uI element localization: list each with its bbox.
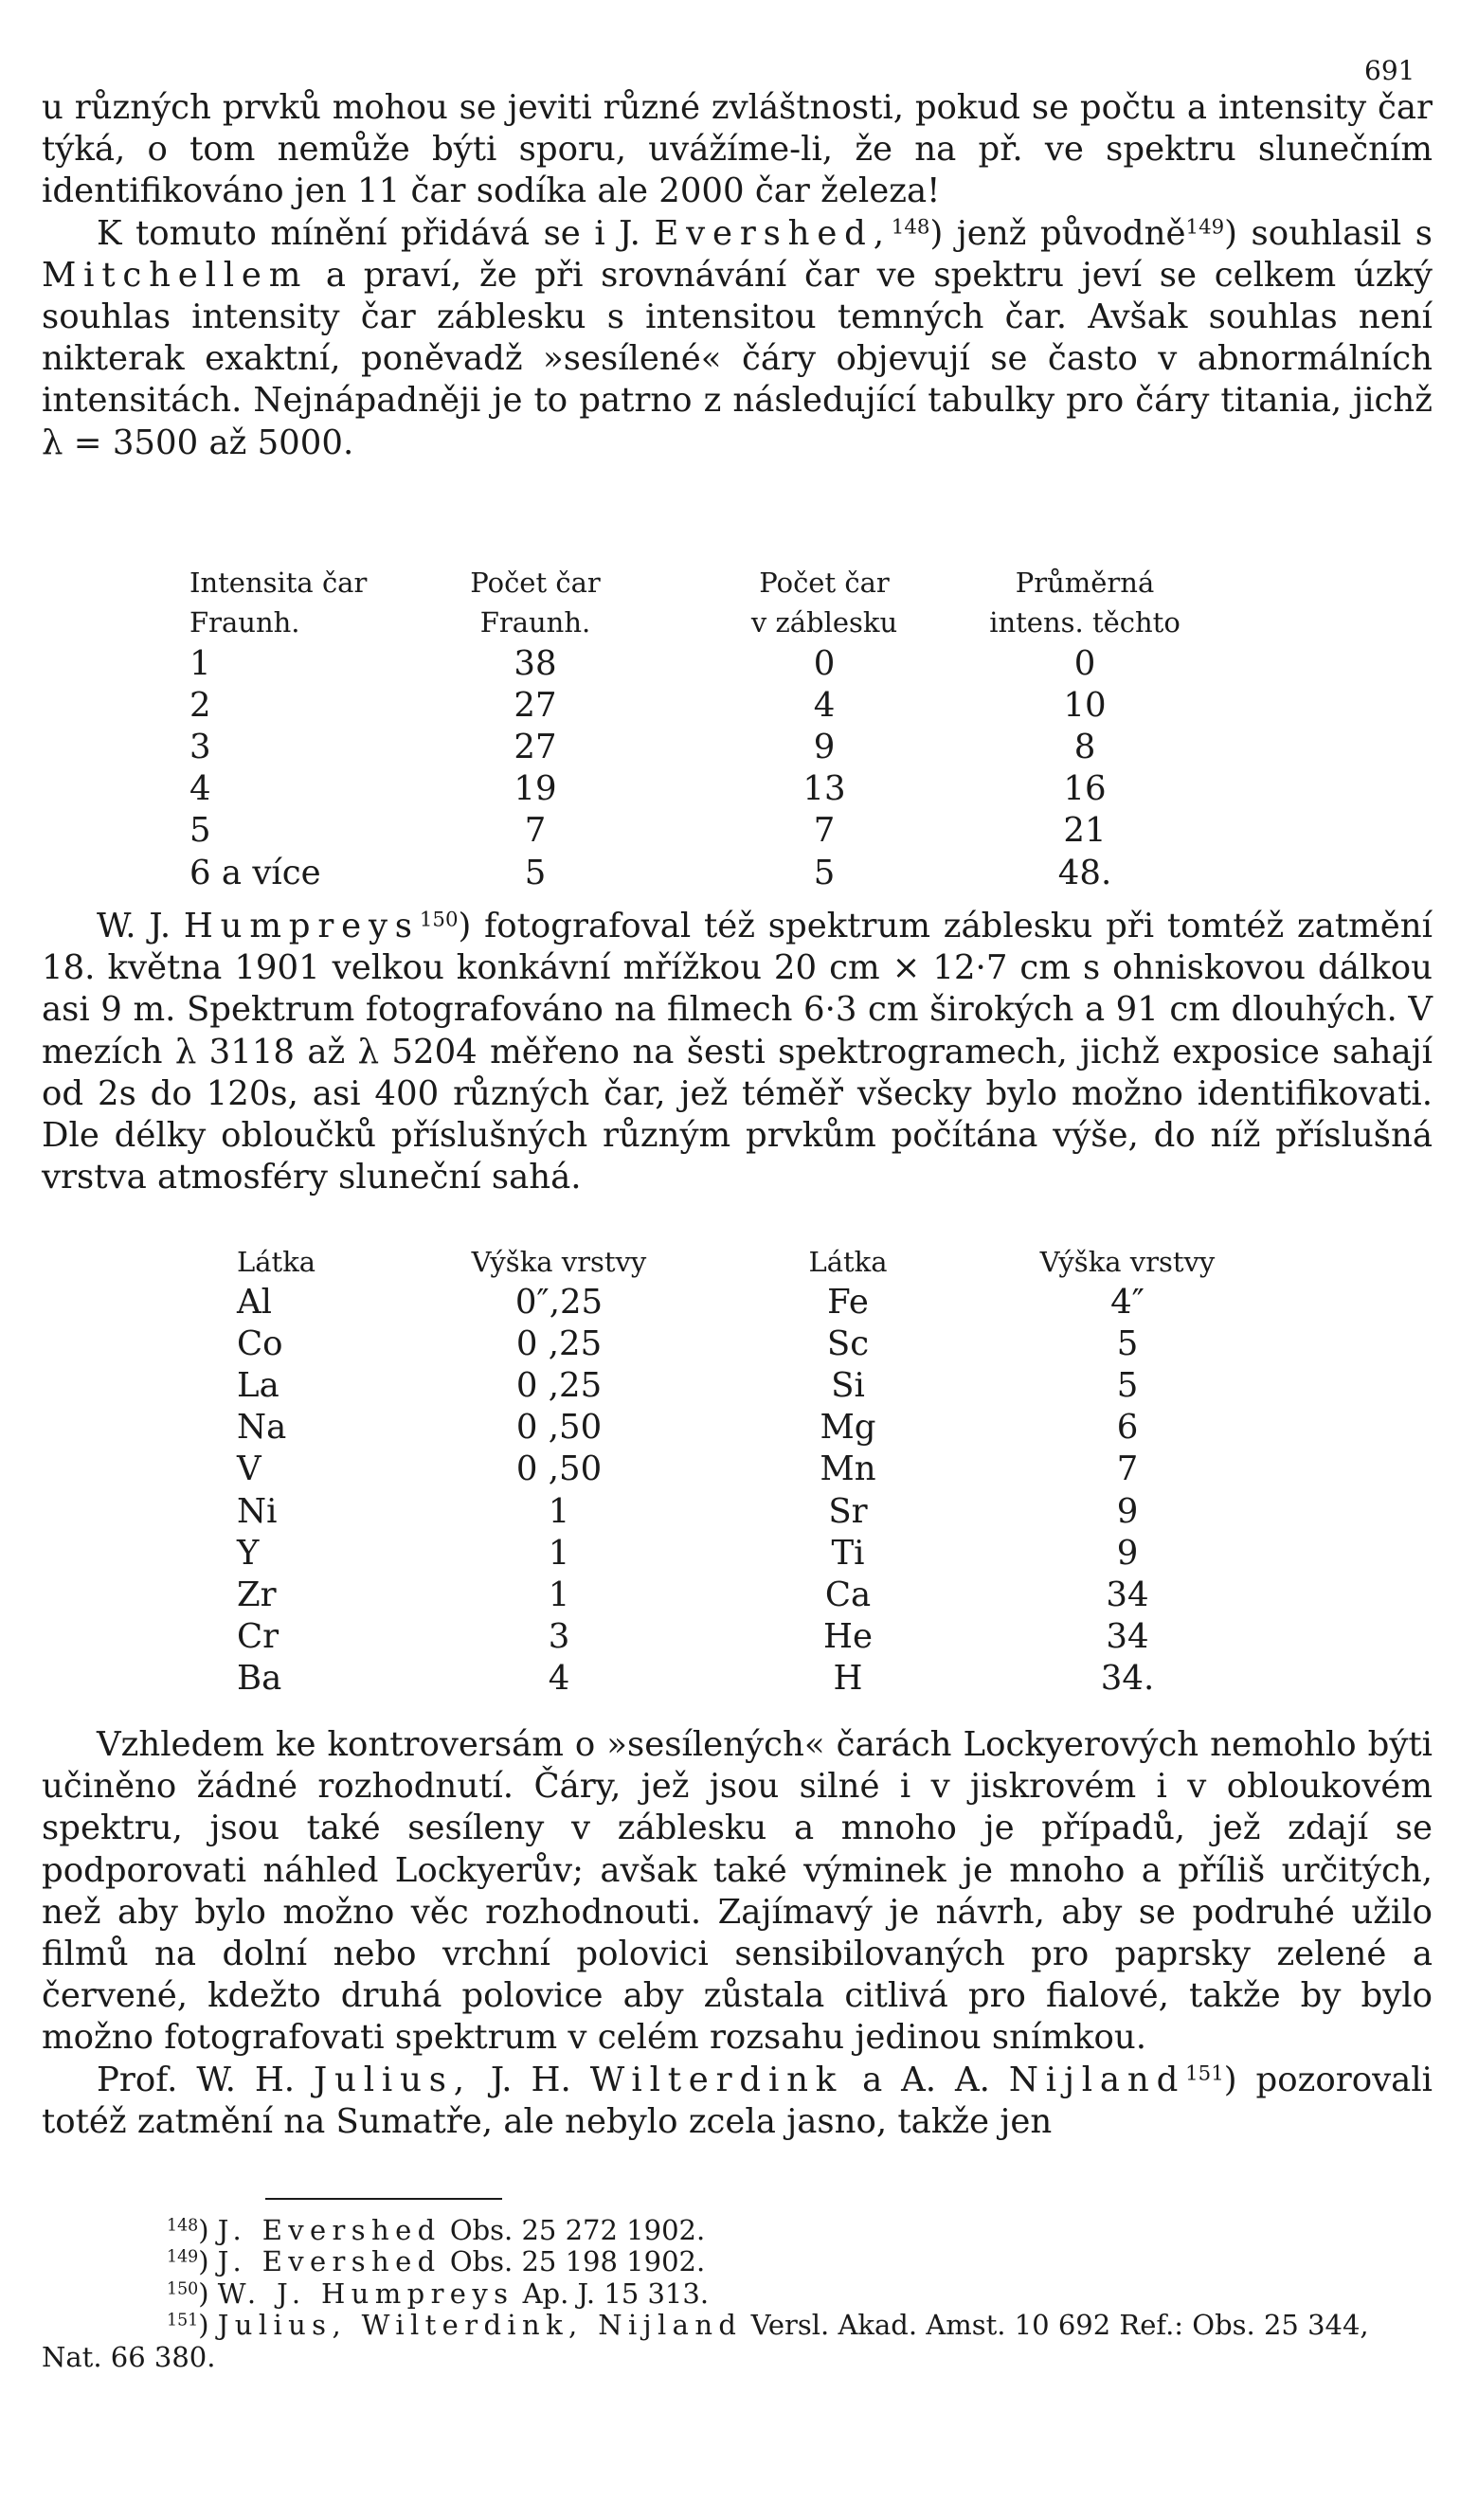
author-humpreys: Humpreys [183,907,420,945]
table-header-cell: Počet čar [470,567,601,599]
table-cell: 8 [1073,727,1096,766]
table-row [189,810,1203,852]
p5-text-c: a A. A. [862,2060,990,2099]
table-cell: 34 [1106,1575,1149,1614]
table-cell: Ca [824,1575,872,1614]
layer-heights-table [237,1243,1307,1700]
footnotes [42,2215,1433,2373]
author-nijland: Nijland [1008,2060,1186,2099]
table-cell: 0 [1073,643,1096,683]
table-cell: 27 [514,727,557,766]
footnote-number: 149 [167,2247,199,2267]
table-row [189,642,1203,684]
titanium-intensity-table [189,563,1203,893]
footnote-text: Obs. 25 272 1902. [449,2214,706,2246]
p2-text-a: K tomuto mínění přidává se i J. [97,213,640,253]
table-cell: 7 [1116,1449,1139,1489]
footnote-ref-149: 149 [1185,214,1225,239]
table-cell: 1 [548,1575,570,1614]
paragraph-5 [42,2060,1433,2143]
body-text-middle [42,906,1433,1198]
footnote-149: $^{149}$) J. Evershed Obs. 25 198 1902. [167,2245,706,2278]
footnote-author: J. Evershed [217,2245,442,2278]
table-cell: 48. [1057,853,1112,892]
table-cell: Mn [820,1449,876,1489]
footnote-150: $^{150}$) W. J. Humpreys Ap. J. 15 313. [167,2277,710,2310]
table-cell: 7 [524,811,547,851]
table-cell: 7 [813,811,836,851]
table-cell: Fe [827,1282,869,1322]
table-cell: 6 [1116,1408,1139,1448]
table-header-cell: intens. těchto [989,606,1181,639]
paragraph-2 [42,213,1433,464]
table-header-cell: Počet čar [759,567,890,599]
table-row [237,1449,1307,1490]
author-julius: Julius, [314,2060,472,2099]
table-cell: 0″,25 [514,1282,604,1322]
table-cell: 4″ [1110,1282,1145,1322]
table-cell: 3 [548,1617,570,1657]
table-row [237,1490,1307,1532]
table-cell: 5 [189,811,211,851]
table-cell: 9 [1116,1491,1139,1531]
table-row [237,1323,1307,1364]
table-cell: 4 [548,1659,570,1699]
author-wilterdink: Wilterdink [589,2060,844,2099]
table-cell: 19 [514,769,557,809]
p2-text-b: ) jenž původně [929,213,1186,253]
table-cell: 4 [189,769,211,809]
footnote-text: Versl. Akad. Amst. 10 692 Ref.: Obs. 25 344, Nat. 66 380. [42,2309,1369,2373]
table-cell: 5 [813,853,836,892]
table-header-cell: Průměrná [1015,567,1155,599]
paragraph-3 [42,906,1433,1198]
table-cell: 4 [813,685,836,725]
p3-text-a: W. J. [97,907,171,945]
footnote-number: 151 [167,2311,199,2331]
table-cell: 16 [1063,769,1107,809]
table-header-row [237,1243,1307,1281]
table-header-cell: Látka [237,1246,316,1278]
table-row [237,1281,1307,1323]
p5-text-b: J. H. [490,2060,571,2099]
footnote-author: Julius, Wilterdink, Nijland [217,2309,743,2342]
footnote-number: 150 [167,2279,199,2299]
table-row [189,684,1203,726]
table-row [237,1532,1307,1574]
table-cell: Al [237,1282,272,1322]
table-row [237,1574,1307,1615]
table-cell: 1 [189,643,211,683]
table-cell: Zr [237,1575,277,1614]
author-mitchell: Mitchellem [42,255,309,295]
table-row [189,852,1203,893]
table-cell: He [823,1617,873,1657]
table-cell: 5 [524,853,547,892]
paragraph-1: u různých prvků mohou se jeviti různé zvláštnosti, pokud se počtu a intensity čar týká, o tom nemůže býti sporu, uvážíme-li, že na př. ve spektru slunečním identifikováno jen 11 čar sodíka ale 2000 čar železa! [42,88,1433,211]
table-cell: 0 ,25 [515,1323,603,1363]
table-cell: 0 ,25 [515,1365,603,1405]
paragraph-4: Vzhledem ke kontroversám o »sesílených« čarách Lockyerových nemohlo býti učiněno žádné rozhodnutí. Čáry, jež jsou silné i v jiskrovém i v obloukovém spektru, jsou také sesíleny v záblesku a mnoho je případů, jež zdají se podporovati náhled Lockyerův; avšak také výminek je mnoho a příliš určitých, než aby bylo možno věc rozhodnouti. Zajímavý je návrh, aby se podruhé užilo filmů na dolní nebo vrchní polovici sensibilovaných pro paprsky zelené a červené, kdežto druhá polovice aby zůstala citlivá pro fialové, takže by bylo možno fotografovati spektrum v celém rozsahu jedinou snímkou. [42,1725,1433,2058]
table-row [189,726,1203,767]
table-cell: Mg [820,1408,876,1448]
author-evershed: Evershed, [654,213,892,253]
table-cell: 1 [548,1491,570,1531]
table-row [237,1658,1307,1700]
table-header-cell: v záblesku [750,606,898,639]
table-row [237,1407,1307,1449]
page-number: 691 [1364,55,1415,86]
table-cell: 27 [514,685,557,725]
table-row [189,768,1203,810]
table-cell: Cr [237,1617,279,1657]
footnote-ref-148: 148 [891,214,930,239]
table-header-cell: Výška vrstvy [471,1246,647,1278]
table-cell: V [237,1449,261,1489]
table-cell: 3 [189,727,211,766]
p2-text-d: a praví, že při srovnávání čar ve spektru jeví se celkem úzký souhlas intensity čar záblesku s intensitou temných čar. Avšak souhlas není nikterak exaktní, poněvadž »sesílené« čáry objevují se často v abnormálních intensitách. Nejnápadněji je to patrno z následující tabulky pro čáry titania, jichž λ = 3500 až 5000. [42,255,1433,462]
table-header-cell: Intensita čar [189,567,368,599]
table-cell: Sr [828,1491,868,1531]
table-cell: H [833,1659,863,1699]
footnote-text: Obs. 25 198 1902. [449,2245,706,2278]
table-cell: Y [237,1533,260,1573]
table-cell: Ti [831,1533,865,1573]
footnote-divider [265,2198,502,2200]
table-cell: 10 [1063,685,1107,725]
table-cell: Ba [237,1659,282,1699]
footnote-ref-151: 151 [1185,2061,1224,2085]
table-cell: 2 [189,685,211,725]
table-cell: 13 [802,769,846,809]
body-text-bottom [42,1724,1433,2143]
table-cell: Si [831,1365,865,1405]
table-cell: 9 [1116,1533,1139,1573]
table-header-cell: Fraunh. [189,606,300,639]
p3-text-b: ) fotografoval též spektrum záblesku při tomtéž zatmění 18. května 1901 velkou konkávní mřížkou 20 cm × 12·7 cm s ohniskovou dálkou asi 9 m. Spektrum fotografováno na filmech 6·3 cm širokých a 91 cm dlouhých. V mezích λ 3118 až λ 5204 měřeno na šesti spektrogramech, jichž exposice sahají od 2s do 120s, asi 400 různých čar, jež téměř všecky bylo možno identifikovati. Dle délky obloučků příslušných různým prvkům počítána výše, do níž příslušná vrstva atmosféry sluneční sahá. [42,907,1433,1197]
table-row [237,1364,1307,1406]
table-cell: 0 ,50 [515,1449,603,1489]
footnote-148: $^{148}$) J. Evershed Obs. 25 272 1902. [167,2214,706,2246]
table-row [237,1616,1307,1658]
p5-text-d: ) pozorovali totéž zatmění na Sumatře, ale nebylo zcela jasno, takže jen [42,2060,1433,2141]
table-cell: 0 ,50 [515,1408,603,1448]
table-cell: 6 a více [189,853,321,892]
footnote-number: 148 [167,2216,199,2236]
table-cell: 5 [1116,1323,1139,1363]
footnote-author: W. J. Humpreys [217,2277,514,2310]
table-cell: Sc [826,1323,870,1363]
table-header-row-1 [189,563,1203,603]
table-cell: 0 [813,643,836,683]
table-cell: Co [237,1323,283,1363]
body-text-top [42,87,1433,464]
footnote-text: Ap. J. 15 313. [522,2277,710,2310]
table-cell: 34 [1106,1617,1149,1657]
table-cell: 5 [1116,1365,1139,1405]
table-cell: 21 [1063,811,1107,851]
table-cell: Na [237,1408,287,1448]
footnote-151: $^{151}$) Julius, Wilterdink, Nijland Versl. Akad. Amst. 10 692 Ref.: Obs. 25 344, Nat. 66 380. [42,2309,1369,2373]
table-cell: Ni [237,1491,278,1531]
table-cell: 9 [813,727,836,766]
footnote-author: J. Evershed [217,2214,442,2246]
p5-text-a: Prof. W. H. [97,2060,296,2099]
p2-text-c: ) souhlasil s [1224,213,1433,253]
table-cell: 34. [1100,1659,1155,1699]
table-cell: La [237,1365,279,1405]
table-cell: 38 [514,643,557,683]
footnote-ref-150: 150 [419,908,459,932]
table-header-cell: Látka [808,1246,888,1278]
table-header-cell: Výška vrstvy [1039,1246,1216,1278]
table-cell: 1 [548,1533,570,1573]
table-header-row-2 [189,603,1203,642]
table-header-cell: Fraunh. [479,606,591,639]
